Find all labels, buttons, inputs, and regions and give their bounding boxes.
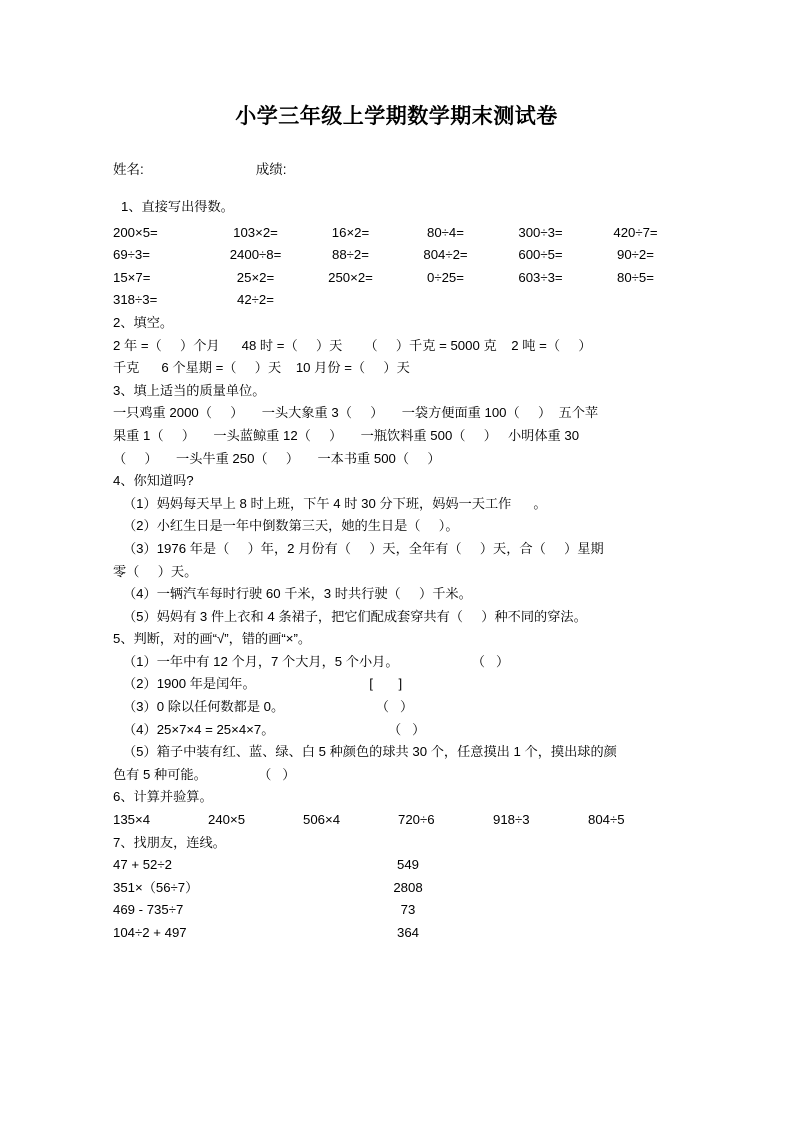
calc-problem: 240×5: [208, 812, 246, 828]
section5-item-cont: 色有 5 种可能。 （ ）: [113, 766, 296, 782]
section3-line: 一只鸡重 2000（ ） 一头大象重 3（ ） 一袋方便面重 100（ ） 五个苹: [113, 405, 599, 421]
section3-heading: 3、填上适当的质量单位。: [113, 382, 266, 398]
section4-item: （4）一辆汽车每时行驶 60 千米，3 时共行驶（ ）千米。: [123, 586, 472, 602]
match-expression: 47 + 52÷2: [113, 857, 172, 873]
calc-item: 80÷4=: [427, 224, 464, 240]
calc-item: 2400÷8=: [229, 247, 282, 263]
match-row: [113, 922, 683, 945]
student-info-row: [113, 158, 713, 178]
calc-item: 80÷5=: [617, 269, 654, 285]
calc-item: 103×2=: [233, 224, 278, 240]
calc-problem: 506×4: [303, 812, 341, 828]
section5-item: （5）箱子中装有红、蓝、绿、白 5 种颜色的球共 30 个，任意摸出 1 个，摸出球的颜: [123, 744, 617, 760]
calc-item: 600÷5=: [518, 247, 563, 263]
calc-item: 603÷3=: [518, 269, 563, 285]
match-result: 364: [396, 925, 419, 940]
section4-item: （1）妈妈每天早上 8 时上班，下午 4 时 30 分下班，妈妈一天工作 。: [123, 495, 547, 511]
section2-heading: 2、填空。: [113, 314, 174, 330]
calc-item: 15×7=: [113, 269, 151, 285]
calc-item: [588, 289, 683, 312]
calc-item: 804÷2=: [423, 247, 468, 263]
section6-heading: 6、计算并验算。: [113, 789, 213, 805]
match-expression: 469 - 735÷7: [113, 902, 184, 918]
calc-row: [113, 222, 683, 245]
section7-heading: 7、找朋友，连线。: [113, 834, 226, 850]
calc-problem: 804÷5: [588, 812, 625, 828]
calc-item: 16×2=: [331, 224, 370, 240]
section4-item-cont: 零（ ）天。: [113, 563, 198, 579]
match-result: 73: [400, 902, 416, 918]
name-label: 姓名:: [113, 162, 144, 177]
match-row: [113, 899, 683, 922]
calc-item: 0÷25=: [427, 269, 464, 285]
page-title: 小学三年级上学期数学期末测试卷: [235, 105, 558, 128]
section6-row: [113, 809, 683, 832]
section3-line: （ ） 一头牛重 250（ ） 一本书重 500（ ）: [113, 450, 441, 466]
calc-item: 69÷3=: [113, 247, 150, 263]
calc-row: [113, 244, 683, 267]
match-result: 2808: [393, 879, 423, 895]
score-label: 成绩:: [255, 162, 287, 177]
section1-grid: [113, 222, 683, 312]
section4-item: （5）妈妈有 3 件上衣和 4 条裙子，把它们配成套穿共有（ ）种不同的穿法。: [123, 608, 587, 624]
section2-line: 2 年 =（ ）个月 48 时 =（ ）天 （ ）千克 = 5000 克 2 吨 =（ ）: [113, 337, 592, 353]
exam-content: [113, 196, 683, 945]
calc-problem: 720÷6: [398, 812, 435, 828]
section5-item: （1）一年中有 12 个月，7 个大月，5 个小月。 （ ）: [123, 653, 510, 669]
match-row: [113, 854, 683, 877]
calc-item: 420÷7=: [613, 224, 658, 240]
match-row: [113, 877, 683, 900]
calc-item: 300÷3=: [518, 224, 563, 240]
section2-line: 千克 6 个星期 =（ ）天 10 月份 =（ ）天: [113, 360, 410, 376]
section5-item: （3）0 除以任何数都是 0。 （ ）: [123, 699, 414, 715]
calc-item: 25×2=: [236, 269, 275, 285]
calc-row: [113, 289, 683, 312]
calc-item: 42÷2=: [237, 292, 274, 308]
section1-heading: 1、直接写出得数。: [121, 199, 234, 214]
section5-heading: 5、判断，对的画“√”，错的画“×”。: [113, 631, 312, 647]
calc-item: 90÷2=: [617, 247, 654, 263]
section5-item: （4）25×7×4 = 25×4×7。 （ ）: [123, 721, 426, 737]
calc-item: [398, 289, 493, 312]
calc-item: 88÷2=: [332, 247, 369, 263]
calc-item: 250×2=: [328, 269, 373, 285]
match-expression: 351×（56÷7）: [113, 879, 199, 895]
calc-row: [113, 267, 683, 290]
section5-item: （2）1900 年是闰年。 [ ]: [123, 676, 403, 692]
match-result: 549: [396, 857, 419, 873]
section4-item: （3）1976 年是（ ）年，2 月份有（ ）天，全年有（ ）天，合（ ）星期: [123, 540, 604, 556]
calc-item: [303, 289, 398, 312]
calc-problem: 135×4: [113, 812, 151, 828]
calc-item: 318÷3=: [113, 292, 158, 308]
calc-problem: 918÷3: [493, 812, 530, 828]
section4-heading: 4、你知道吗?: [113, 473, 194, 489]
calc-item: [493, 289, 588, 312]
calc-item: 200×5=: [113, 224, 158, 240]
section3-line: 果重 1（ ） 一头蓝鲸重 12（ ） 一瓶饮料重 500（ ） 小明体重 30: [113, 427, 580, 443]
match-expression: 104÷2 + 497: [113, 925, 187, 940]
section4-item: （2）小红生日是一年中倒数第三天，她的生日是（ ）。: [123, 518, 459, 534]
